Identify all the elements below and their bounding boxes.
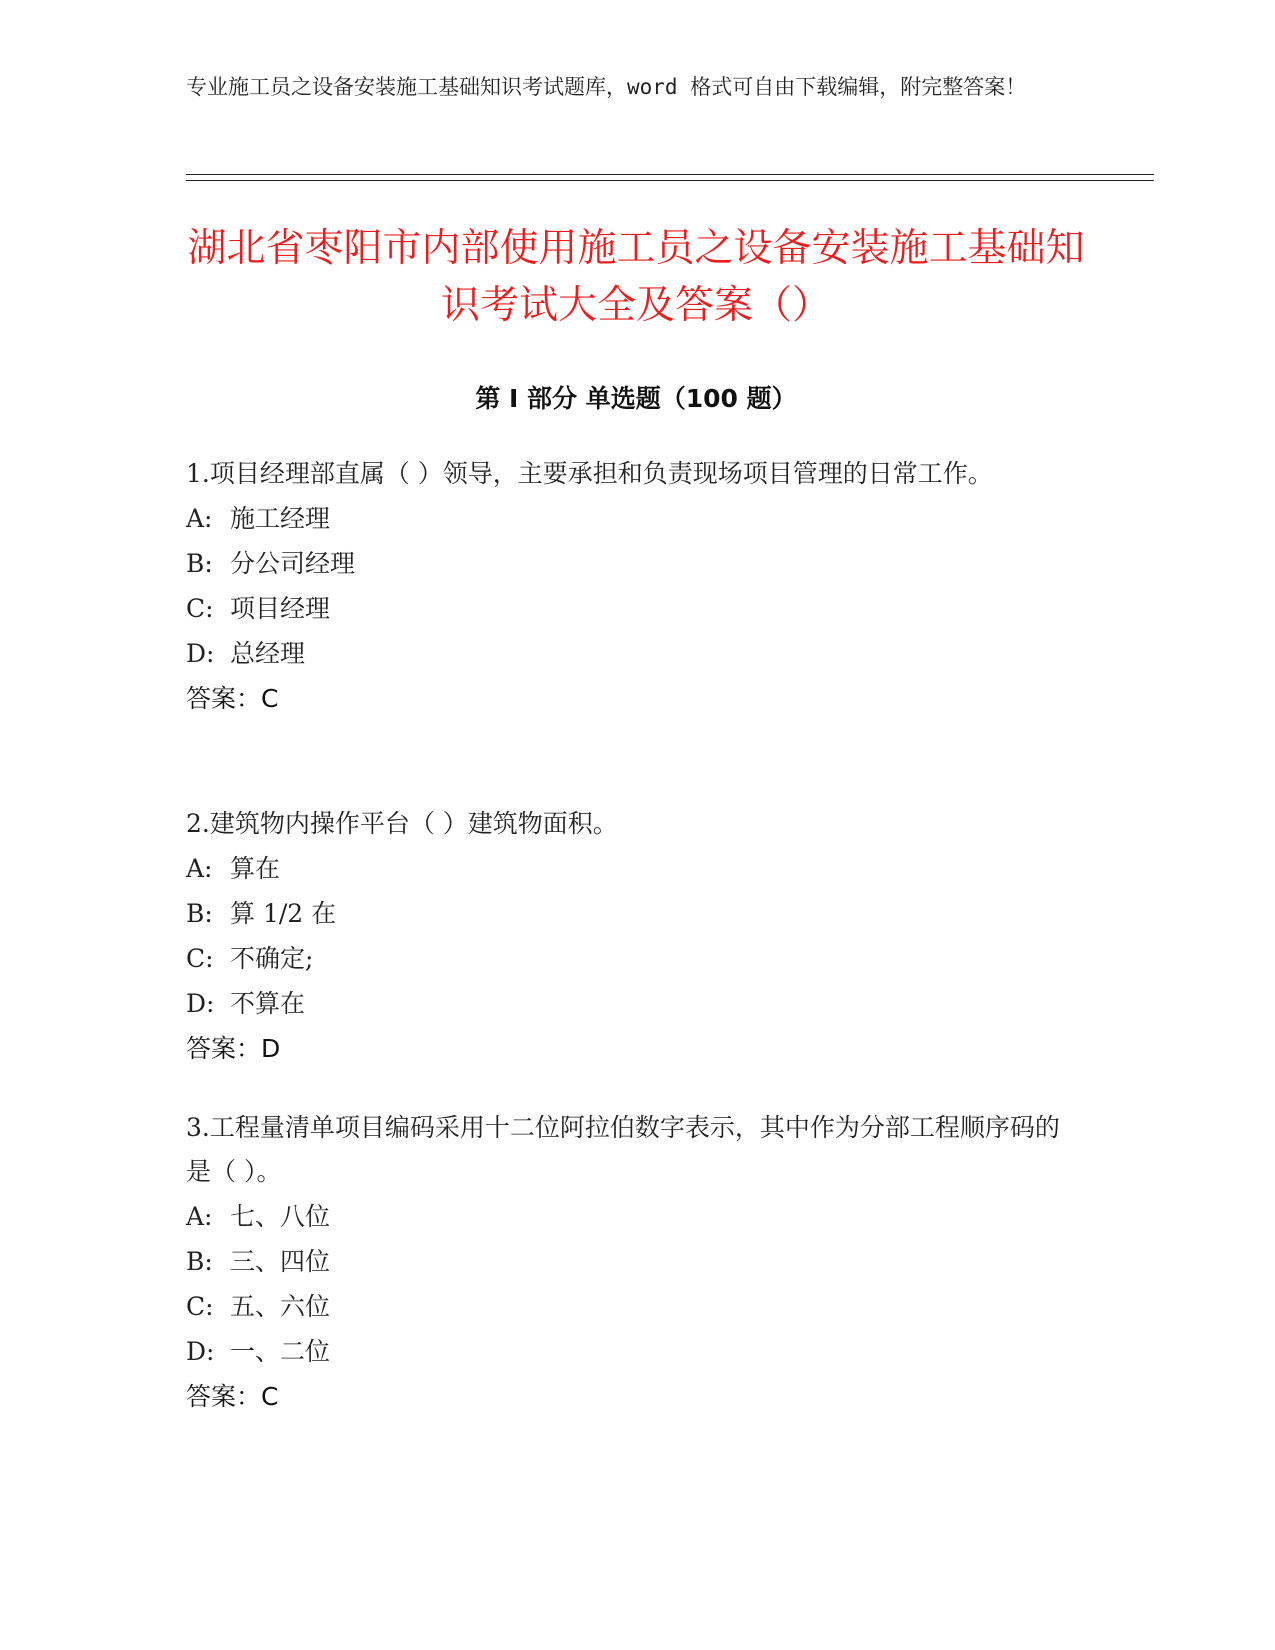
option-text: 算在 <box>230 854 281 883</box>
question-3 <box>186 1106 1076 1419</box>
option-b <box>186 541 1076 586</box>
option-d <box>186 981 1076 1026</box>
option-text: 项目经理 <box>230 594 331 623</box>
header-rule-top <box>186 174 1154 175</box>
option-text: 分公司经理 <box>230 549 356 578</box>
option-key: B: <box>186 549 213 578</box>
option-c <box>186 936 1076 981</box>
option-text: 一、二位 <box>230 1337 331 1366</box>
question-1 <box>186 452 1076 721</box>
document-title: 湖北省枣阳市内部使用施工员之设备安装施工基础知识考试大全及答案（） <box>187 226 1085 328</box>
option-a <box>186 846 1076 891</box>
header-note: 专业施工员之设备安装施工基础知识考试题库，word 格式可自由下载编辑，附完整答案！ <box>186 75 1027 99</box>
option-key: B: <box>186 899 213 928</box>
option-text: 七、八位 <box>230 1202 331 1231</box>
option-key: C: <box>186 1292 214 1321</box>
option-key: A: <box>186 504 213 533</box>
option-key: A: <box>186 854 213 883</box>
answer-line: 答案：D <box>186 1034 281 1063</box>
question-stem: 3.工程量清单项目编码采用十二位阿拉伯数字表示，其中作为分部工程顺序码的是（ ）。 <box>186 1113 1060 1186</box>
option-text: 三、四位 <box>230 1247 331 1276</box>
option-b <box>186 891 1076 936</box>
option-a <box>186 496 1076 541</box>
option-d <box>186 1329 1076 1374</box>
answer-line: 答案：C <box>186 1382 279 1411</box>
header-rule-bottom <box>186 180 1154 181</box>
option-b <box>186 1239 1076 1284</box>
option-key: D: <box>186 639 215 668</box>
option-key: C: <box>186 944 214 973</box>
option-key: B: <box>186 1247 213 1276</box>
option-key: C: <box>186 594 214 623</box>
option-c <box>186 1284 1076 1329</box>
option-key: A: <box>186 1202 213 1231</box>
option-key: D: <box>186 989 215 1018</box>
option-text: 施工经理 <box>230 504 331 533</box>
option-key: D: <box>186 1337 215 1366</box>
option-c <box>186 586 1076 631</box>
answer-line: 答案：C <box>186 684 279 713</box>
option-text: 五、六位 <box>230 1292 331 1321</box>
option-text: 不确定; <box>230 944 314 973</box>
option-text: 总经理 <box>230 639 306 668</box>
question-2 <box>186 802 1076 1071</box>
option-d <box>186 631 1076 676</box>
question-stem: 2.建筑物内操作平台（ ）建筑物面积。 <box>186 809 618 838</box>
option-text: 不算在 <box>230 989 306 1018</box>
option-text: 算 1/2 在 <box>230 899 337 928</box>
section-heading: 第 I 部分 单选题（100 题） <box>475 384 797 413</box>
question-stem: 1.项目经理部直属（ ）领导，主要承担和负责现场项目管理的日常工作。 <box>186 459 993 488</box>
option-a <box>186 1194 1076 1239</box>
